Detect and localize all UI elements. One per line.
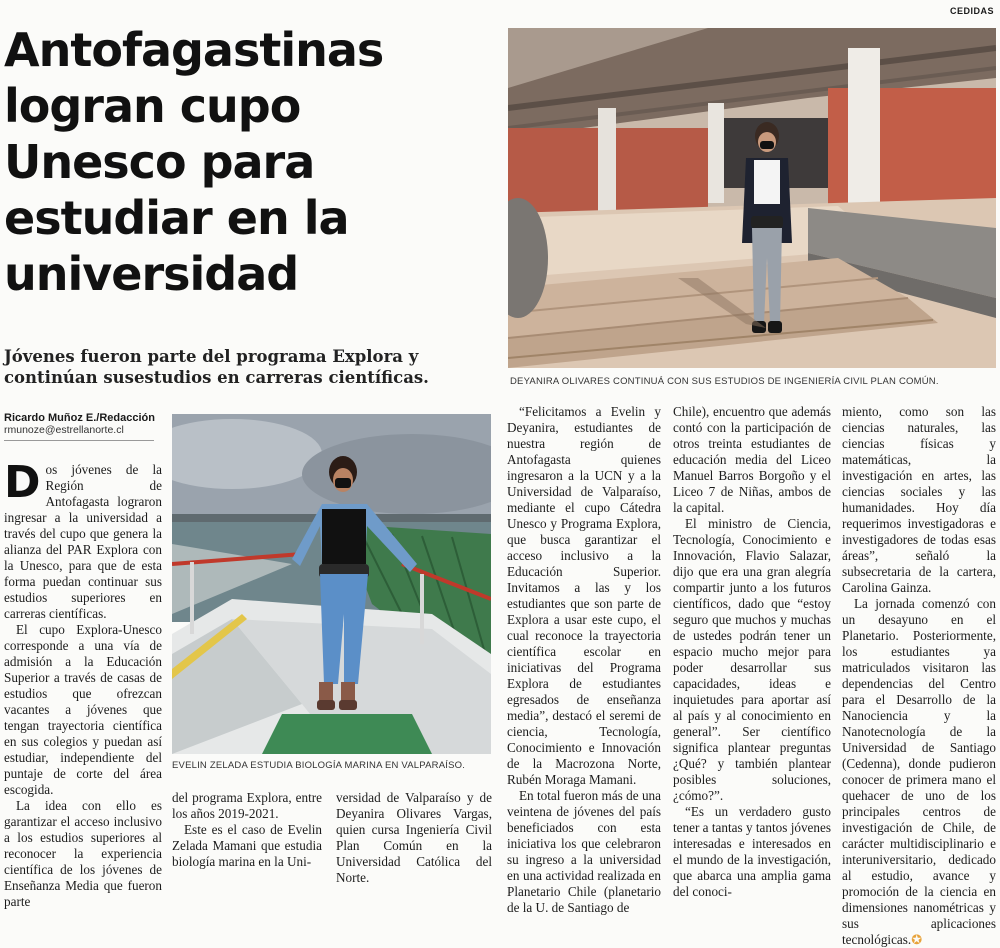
photo-credit: CEDIDAS bbox=[949, 6, 994, 16]
article-column-5 bbox=[673, 404, 831, 900]
end-mark-icon: ✪ bbox=[911, 932, 923, 947]
photo-caption-evelin: EVELIN ZELADA ESTUDIA BIOLOGÍA MARINA EN VALPARAÍSO. bbox=[172, 760, 466, 771]
article-paragraph: Este es el caso de Evelin Zelada Mamani que estudia biología marina en la Uni- bbox=[172, 822, 322, 869]
article-column-2 bbox=[172, 790, 322, 870]
author-name: Ricardo Muñoz E./Redacción bbox=[4, 412, 155, 424]
headline-line: logran cupo bbox=[4, 79, 301, 133]
author-email[interactable]: rmunoze@estrellanorte.cl bbox=[4, 424, 124, 436]
headline bbox=[4, 22, 504, 302]
article-paragraph: La jornada comenzó con un desayuno en el Planetario. Posteriormente, los estudiantes ya matriculados visitaron las dependencias del Centro para el Desarrollo de la Nanociencia y la Nanotecnología de la Universidad de Santiago (Cedenna), donde pudieron conocer de primera mano el quehacer de uno de los principales centros de investigación de Chile, de carácter multidisciplinario e interuniversitario, dedicado al estudio, avance y promoción de la ciencia en dimensiones nanométricas y sus aplicaciones tecnológicas.✪ bbox=[842, 596, 996, 947]
article-paragraph: Chile), encuentro que además contó con la participación de otros treinta estudiantes de educación media del Liceo Manuel Barros Borgoño y el Liceo 7 de Niñas, ambos de la capital. bbox=[673, 404, 831, 515]
headline-line: universidad bbox=[4, 247, 299, 301]
photo-evelin bbox=[172, 414, 491, 754]
article-paragraph: La idea con ello es garantizar el acceso inclusivo a los estudios superiores al reconocer la experiencia científica de los jóvenes de Enseñanza Media que fueron parte bbox=[4, 798, 162, 909]
subtitle: Jóvenes fueron parte del programa Explora y continúan susestudios en carreras científicas. bbox=[4, 347, 429, 387]
photo-deyanira bbox=[508, 28, 996, 368]
article-paragraph: versidad de Valparaíso y de Deyanira Olivares Vargas, quien cursa Ingeniería Civil Plan Común en la Universidad Católica del Norte. bbox=[336, 790, 492, 885]
article-paragraph: miento, como son las ciencias naturales, las ciencias físicas y matemáticas, la investigación en artes, las ciencias sociales y las humanidades. Hoy día requerimos investigadoras e investigadores de todas esas áreas”, señaló la subsecretaria de la cartera, Carolina Gainza. bbox=[842, 404, 996, 595]
article-paragraph: “Es un verdadero gusto tener a tantas y tantos jóvenes interesadas e interesados en el mundo de la investigación, que abarca una amplia gama del conoci- bbox=[673, 804, 831, 899]
article-paragraph: El ministro de Ciencia, Tecnología, Conocimiento e Innovación, Flavio Salazar, dijo que era una gran alegría compartir junto a los futuros científicos, dado que “estoy seguro que muchos y muchas de ustedes podrán tener un espacio mucho mejor para poder desarrollar sus capacidades, ideas e inquietudes para aportar así al país y al conocimiento en general”. Ser científico significa plantear preguntas ¿Qué? y también plantear posibles soluciones, ¿cómo?”. bbox=[673, 516, 831, 803]
byline bbox=[4, 412, 174, 441]
article-paragraph: “Felicitamos a Evelin y Deyanira, estudiantes de nuestra región de Antofagasta quienes ingresaron a la UCN y a la Universidad de Valparaíso, mediante el cupo Cátedra Unesco y Programa Explora, que busca garantizar el acceso inclusivo a la Educación Superior. Invitamos a las y los estudiantes que son parte de Explora a usar este cupo, el cual reconoce la trayectoria científica escolar en iniciativas del Programa Explora de estudiantes egresados de enseñanza media”, destacó el seremi de ciencia, Tecnología, Conocimiento e Innovación de la Macrozona Norte, Rubén Moraga Mamani. bbox=[507, 404, 661, 787]
byline-divider bbox=[4, 440, 154, 441]
photo-caption-deyanira: DEYANIRA OLIVARES CONTINUÁ CON SUS ESTUDIOS DE INGENIERÍA CIVIL PLAN COMÚN. bbox=[510, 376, 939, 387]
headline-line: Unesco para bbox=[4, 135, 315, 189]
article-paragraph: En total fueron más de una veintena de jóvenes del país beneficiados con esta iniciativa los que celebraron su ingreso a la universidad en una actividad realizada en Planetario Chile (planetario de la U. de Santiago de bbox=[507, 788, 661, 915]
headline-line: estudiar en la bbox=[4, 191, 349, 245]
drop-cap: D bbox=[4, 457, 41, 508]
article-paragraph: del programa Explora, entre los años 2019-2021. bbox=[172, 790, 322, 821]
headline-line: Antofagastinas bbox=[4, 23, 384, 77]
article-paragraph: El cupo Explora-Unesco corresponde a una vía de admisión a la Educación Superior a través de casas de estudios que ofrezcan vacantes a jóvenes que tengan trayectoria científica en sus colegios y puedan así estudiar, independiente del puntaje de corte del área escogida. bbox=[4, 622, 162, 797]
article-column-4 bbox=[507, 404, 661, 916]
article-column-1 bbox=[4, 457, 162, 910]
article-paragraph: Dos jóvenes de la Región de Antofagasta lograron ingresar a la universidad a través del cupo que genera la alianza del PAR Explora con la Unesco, para que de esta forma puedan continuar sus estudios superiores en carreras científicas. bbox=[4, 457, 162, 621]
article-column-6 bbox=[842, 404, 996, 948]
